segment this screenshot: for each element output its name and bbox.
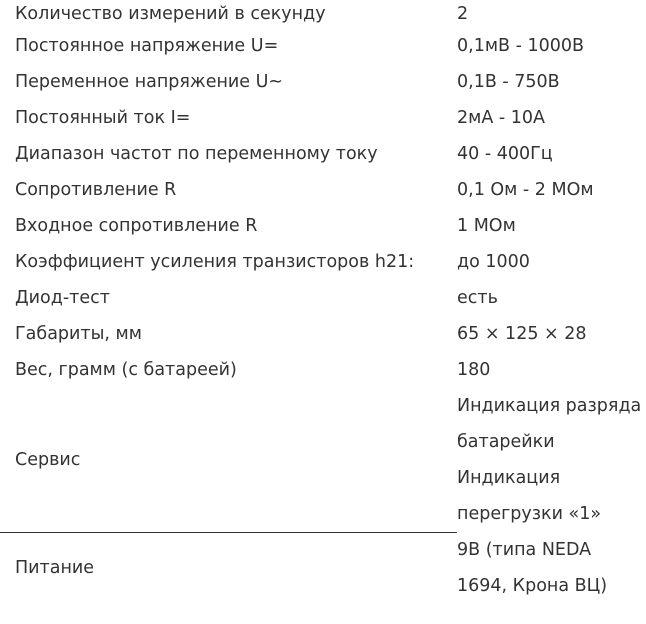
spec-label: Коэффициент усиления транзисторов h21: bbox=[15, 252, 415, 272]
spec-value: есть bbox=[457, 288, 498, 308]
spec-row-resistance bbox=[0, 172, 646, 208]
spec-value: 0,1мВ - 1000В bbox=[457, 36, 585, 56]
spec-value: 0,1В - 750В bbox=[457, 72, 560, 92]
spec-row-diode-test bbox=[0, 280, 646, 316]
spec-value: 180 bbox=[457, 360, 491, 380]
spec-label: Габариты, мм bbox=[15, 324, 142, 344]
spec-row-measurements-per-second bbox=[0, 0, 646, 28]
spec-row-service bbox=[0, 388, 646, 532]
spec-value: 65 × 125 × 28 bbox=[457, 324, 587, 344]
spec-value: 40 - 400Гц bbox=[457, 144, 553, 164]
spec-label: Переменное напряжение U~ bbox=[15, 72, 284, 92]
spec-label: Диод-тест bbox=[15, 288, 110, 308]
spec-label: Сервис bbox=[0, 388, 457, 532]
spec-value: 9В (типа NEDA 1694, Крона ВЦ) bbox=[457, 540, 608, 596]
spec-row-weight bbox=[0, 352, 646, 388]
spec-value: 1 МОм bbox=[457, 216, 516, 236]
spec-row-ac-voltage bbox=[0, 64, 646, 100]
spec-row-transistor-gain bbox=[0, 244, 646, 280]
spec-row-power bbox=[0, 532, 646, 604]
spec-value: 2 bbox=[457, 4, 469, 24]
spec-value: до 1000 bbox=[457, 252, 530, 272]
spec-label: Диапазон частот по переменному току bbox=[15, 144, 378, 164]
spec-label: Сопротивление R bbox=[15, 180, 177, 200]
spec-value: 2мА - 10А bbox=[457, 108, 545, 128]
spec-row-dc-current bbox=[0, 100, 646, 136]
spec-value: Индикация разряда батарейки Индикация перегрузки «1» bbox=[457, 396, 642, 524]
spec-label: Входное сопротивление R bbox=[15, 216, 258, 236]
spec-label: Постоянный ток I= bbox=[15, 108, 191, 128]
spec-label: Вес, грамм (с батареей) bbox=[15, 360, 237, 380]
spec-label: Количество измерений в секунду bbox=[15, 4, 326, 24]
spec-row-ac-frequency-range bbox=[0, 136, 646, 172]
spec-row-input-resistance bbox=[0, 208, 646, 244]
spec-value: 0,1 Ом - 2 МОм bbox=[457, 180, 594, 200]
spec-label: Питание bbox=[15, 558, 95, 579]
spec-row-dimensions bbox=[0, 316, 646, 352]
spec-label: Постоянное напряжение U= bbox=[15, 36, 279, 56]
spec-row-dc-voltage bbox=[0, 28, 646, 64]
